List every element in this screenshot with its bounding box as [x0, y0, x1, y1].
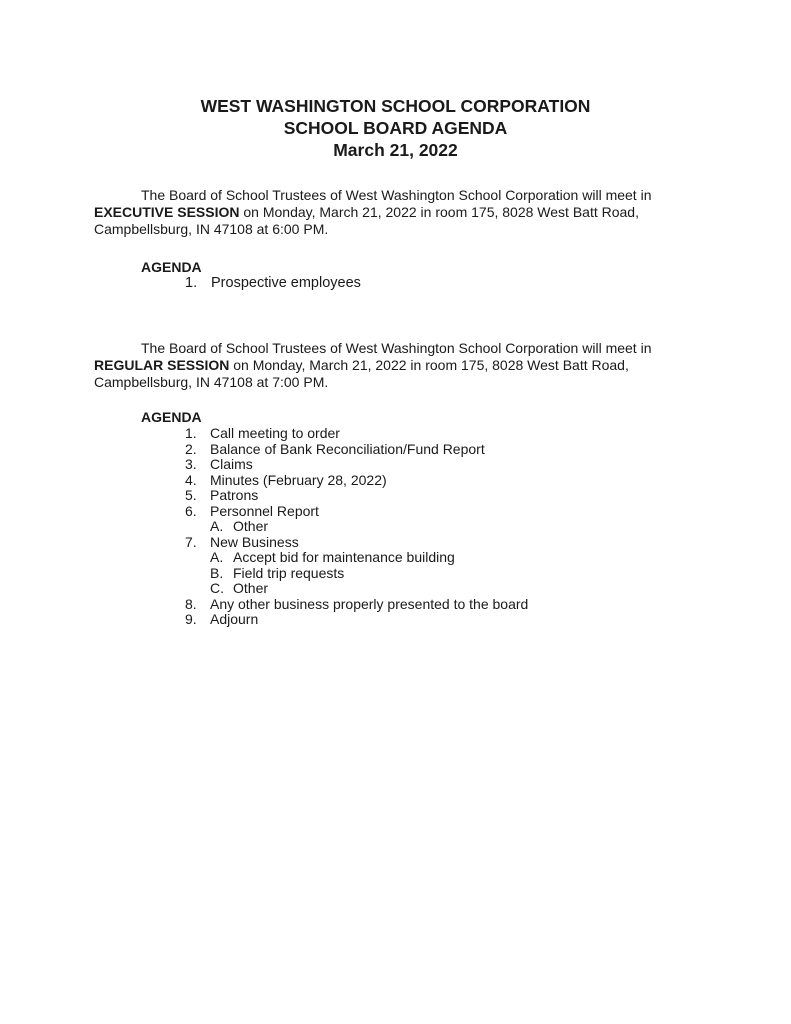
list-item — [185, 597, 528, 613]
executive-details: on Monday, March 21, 2022 in room 175, 8028 West Batt Road, Campbellsburg, IN 47108 at 6:00 PM. — [94, 204, 639, 237]
agenda-title: SCHOOL BOARD AGENDA — [283, 118, 508, 138]
organization-title: WEST WASHINGTON SCHOOL CORPORATION — [200, 96, 591, 116]
item-text: Personnel Report — [210, 502, 319, 519]
regular-session-notice — [94, 340, 654, 391]
item-text: Claims — [210, 456, 253, 472]
sub-list-item — [185, 519, 528, 535]
sub-list-item — [185, 566, 528, 582]
item-text: New Business — [210, 533, 299, 550]
item-text: Other — [233, 518, 269, 534]
item-number: 4. — [185, 471, 197, 488]
list-item — [185, 426, 528, 442]
item-letter: A. — [210, 549, 224, 565]
item-letter: A. — [210, 518, 224, 534]
list-item — [185, 276, 361, 292]
list-item — [185, 457, 528, 473]
list-item — [185, 442, 528, 458]
executive-intro: The Board of School Trustees of West Washington School Corporation will meet in — [141, 187, 652, 203]
item-number: 5. — [185, 487, 197, 503]
item-number: 1. — [185, 425, 197, 441]
list-item — [185, 535, 528, 551]
list-item — [185, 473, 528, 489]
item-number: 8. — [185, 595, 197, 612]
sub-list-item — [185, 550, 528, 566]
item-text: Any other business properly presented to the board — [210, 595, 529, 612]
item-text: Prospective employees — [211, 275, 361, 291]
item-text: Adjourn — [210, 611, 259, 627]
item-number: 6. — [185, 502, 197, 519]
item-text: Accept bid for maintenance building — [233, 549, 455, 565]
executive-session-notice — [94, 187, 654, 238]
meeting-date: March 21, 2022 — [333, 140, 458, 160]
regular-details: on Monday, March 21, 2022 in room 175, 8028 West Batt Road, Campbellsburg, IN 47108 at 7:00 PM. — [94, 357, 629, 390]
item-letter: B. — [210, 564, 224, 581]
executive-agenda-list — [185, 276, 361, 292]
item-number: 7. — [185, 533, 197, 550]
item-text: Patrons — [210, 487, 259, 503]
item-number: 1. — [185, 275, 198, 291]
item-text: Balance of Bank Reconciliation/Fund Report — [210, 440, 485, 457]
item-text: Other — [233, 580, 269, 596]
item-number: 9. — [185, 611, 197, 627]
document-header — [0, 95, 791, 161]
regular-agenda-list — [185, 426, 528, 628]
item-text: Call meeting to order — [210, 425, 340, 441]
item-letter: C. — [210, 580, 224, 596]
item-text: Field trip requests — [233, 564, 345, 581]
executive-agenda-heading: AGENDA — [141, 259, 202, 275]
list-item — [185, 504, 528, 520]
regular-intro: The Board of School Trustees of West Washington School Corporation will meet in — [141, 340, 652, 356]
regular-session-label: REGULAR SESSION — [94, 357, 230, 373]
item-number: 2. — [185, 440, 197, 457]
executive-session-label: EXECUTIVE SESSION — [94, 204, 240, 220]
item-number: 3. — [185, 456, 197, 472]
list-item — [185, 612, 528, 628]
regular-agenda-heading: AGENDA — [141, 409, 202, 425]
item-text: Minutes (February 28, 2022) — [210, 471, 387, 488]
sub-list-item — [185, 581, 528, 597]
list-item — [185, 488, 528, 504]
